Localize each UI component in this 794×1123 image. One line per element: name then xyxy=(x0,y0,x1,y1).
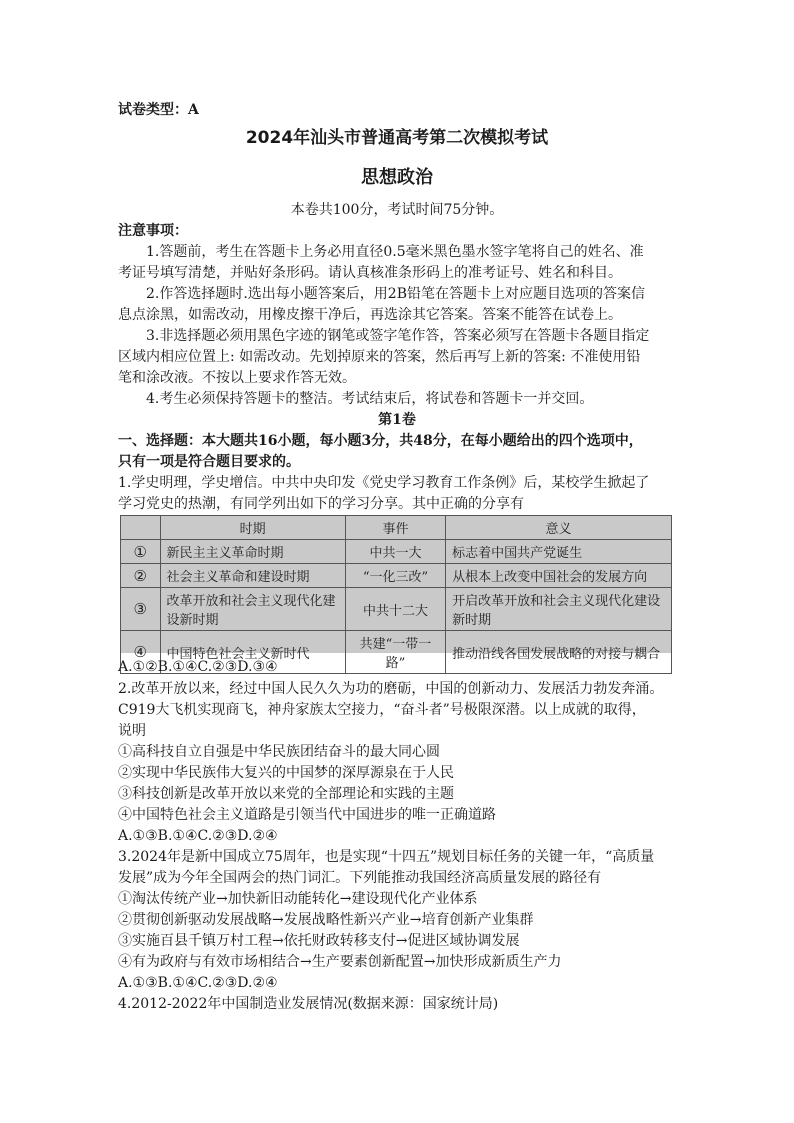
table-row xyxy=(121,588,672,631)
question-item: ④中国特色社会主义道路是引领当代中国进步的唯一正确道路 xyxy=(118,807,496,823)
table-header: 事件 xyxy=(345,516,445,540)
exam-info: 本卷共100分，考试时间75分钟。 xyxy=(290,202,504,218)
table-cell: 推动沿线各国发展战略的对接与耦合 xyxy=(446,631,672,674)
note-line: 1.答题前，考生在答题卡上务必用直径0.5毫米黑色墨水签字笔将自己的姓名、准 xyxy=(146,244,644,260)
question-stem: 说明 xyxy=(118,723,146,739)
question-stem: 4.2012-2022年中国制造业发展情况(数据来源：国家统计局) xyxy=(118,996,499,1012)
table-cell: ① xyxy=(121,540,161,564)
table-cell: 共建“一带一路” xyxy=(345,631,445,674)
question-stem: 3.2024年是新中国成立75周年，也是实现“十四五”规划目标任务的关键一年，“高质量 xyxy=(118,849,655,865)
section-heading: 一、选择题：本大题共16小题，每小题3分，共48分，在每小题给出的四个选项中， xyxy=(118,433,643,449)
table-row xyxy=(121,564,672,588)
question-stem: 发展”成为今年全国两会的热门词汇。下列能推动我国经济高质量发展的路径有 xyxy=(118,870,602,886)
table-header xyxy=(121,516,161,540)
question-stem: 2.改革开放以来，经过中国人民久久为功的磨砺，中国的创新动力、发展活力勃发奔涌。 xyxy=(118,681,664,697)
note-line: 4.考生必须保持答题卡的整洁。考试结束后，将试卷和答题卡一并交回。 xyxy=(146,391,594,407)
question-item: ①高科技自立自强是中华民族团结奋斗的最大同心圆 xyxy=(118,744,440,760)
question-item: ④有为政府与有效市场相结合→生产要素创新配置→加快形成新质生产力 xyxy=(118,954,562,970)
table-cell: 从根本上改变中国社会的发展方向 xyxy=(446,564,672,588)
table-cell: 改革开放和社会主义现代化建设新时期 xyxy=(160,588,345,631)
table-cell: 中国特色社会主义新时代 xyxy=(160,631,345,674)
table-cell: ② xyxy=(121,564,161,588)
table-header: 时期 xyxy=(160,516,345,540)
question-stem: C919大飞机实现商飞，神舟家族太空接力，“奋斗者”号极限深潜。以上成就的取得， xyxy=(118,702,646,718)
question-item: ③科技创新是改革开放以来党的全部理论和实践的主题 xyxy=(118,786,454,802)
section-heading: 只有一项是符合题目要求的。 xyxy=(118,454,300,470)
question-item: ②贯彻创新驱动发展战略→发展战略性新兴产业→培育创新产业集群 xyxy=(118,912,534,928)
notes-heading: 注意事项： xyxy=(118,223,188,239)
note-line: 笔和涂改液。不按以上要求作答无效。 xyxy=(118,370,356,386)
table-header-row xyxy=(121,516,672,540)
note-line: 2.作答选择题时.选出每小题答案后，用2B铅笔在答题卡上对应题目选项的答案信 xyxy=(146,286,646,302)
table-row xyxy=(121,540,672,564)
table-cell: 开启改革开放和社会主义现代化建设新时期 xyxy=(446,588,672,631)
question-item: ①淘汰传统产业→加快新旧动能转化→建设现代化产业体系 xyxy=(118,891,478,907)
question-stem: 1.学史明理，学史增信。中共中央印发《党史学习教育工作条例》后，某校学生掀起了 xyxy=(118,475,650,491)
table-cell: ③ xyxy=(121,588,161,631)
answer-options: A.①③B.①④C.②③D.②④ xyxy=(118,828,278,844)
table-cell: ④ xyxy=(121,631,161,674)
question-item: ③实施百县千镇万村工程→依托财政转移支付→促进区域协调发展 xyxy=(118,933,520,949)
table-header: 意义 xyxy=(446,516,672,540)
table-cell: “一化三改” xyxy=(345,564,445,588)
subject-title: 思想政治 xyxy=(361,167,433,188)
answer-options: A.①③B.①④C.②③D.②④ xyxy=(118,975,278,991)
answer-options: A.①②B.①④C.②③D.③④ xyxy=(118,659,278,675)
section-label: 第1卷 xyxy=(378,412,416,428)
table-cell: 新民主主义革命时期 xyxy=(160,540,345,564)
table-cell: 标志着中国共产党诞生 xyxy=(446,540,672,564)
note-line: 考证号填写清楚，并贴好条形码。请认真核准条形码上的准考证号、姓名和科目。 xyxy=(118,265,622,281)
table-cell: 社会主义革命和建设时期 xyxy=(160,564,345,588)
question-item: ②实现中华民族伟大复兴的中国梦的深厚源泉在于人民 xyxy=(118,765,454,781)
table-cell: 中共一大 xyxy=(345,540,445,564)
note-line: 区域内相应位置上: 如需改动。先划掉原来的答案，然后再写上新的答案: 不准使用铅 xyxy=(118,349,641,365)
note-line: 3.非选择题必须用黑色字迹的钢笔或签字笔作答，答案必须写在答题卡各题目指定 xyxy=(146,328,650,344)
question-stem: 学习党史的热潮，有同学列出如下的学习分享。其中正确的分享有 xyxy=(118,496,524,512)
exam-title: 2024年汕头市普通高考第二次模拟考试 xyxy=(245,128,549,148)
table-cell: 中共十二大 xyxy=(345,588,445,631)
note-line: 息点涂黑，如需改动，用橡皮擦干净后，再选涂其它答案。答案不能答在试卷上。 xyxy=(118,307,622,323)
paper-type: 试卷类型：A xyxy=(118,102,199,118)
